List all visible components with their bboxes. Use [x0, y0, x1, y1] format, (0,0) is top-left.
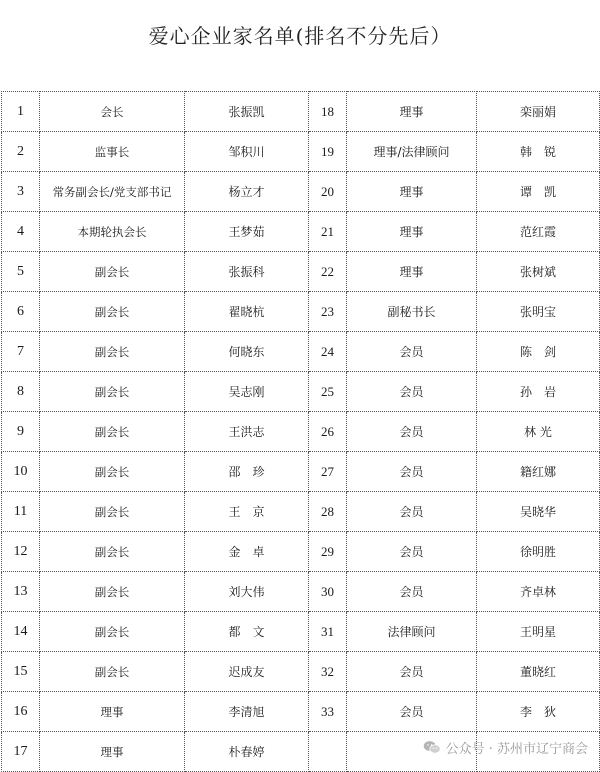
left-position-cell: 副会长 [40, 492, 185, 532]
right-number-cell: 31 [309, 612, 347, 652]
page-title: 爱心企业家名单(排名不分先后） [148, 24, 452, 48]
right-number-cell: 28 [309, 492, 347, 532]
left-name-cell: 都 文 [185, 612, 309, 652]
table-row [2, 572, 600, 612]
left-position-cell: 副会长 [40, 332, 185, 372]
right-number-cell: 19 [309, 132, 347, 172]
right-name-cell: 吴晓华 [477, 492, 600, 532]
right-position-cell: 副秘书长 [347, 292, 477, 332]
right-position-cell: 理事 [347, 172, 477, 212]
right-number-cell: 33 [309, 692, 347, 732]
left-name-cell: 王 京 [185, 492, 309, 532]
table-row [2, 212, 600, 252]
right-number-cell: 20 [309, 172, 347, 212]
table-row [2, 252, 600, 292]
left-number-cell: 5 [2, 252, 40, 292]
right-number-cell: 30 [309, 572, 347, 612]
left-name-cell: 邹积川 [185, 132, 309, 172]
table-row [2, 292, 600, 332]
right-name-cell: 李 狄 [477, 692, 600, 732]
left-position-cell: 常务副会长/党支部书记 [40, 172, 185, 212]
left-name-cell: 王洪志 [185, 412, 309, 452]
left-number-cell: 7 [2, 332, 40, 372]
table-row [2, 132, 600, 172]
right-position-cell: 理事 [347, 212, 477, 252]
right-name-cell: 籍红娜 [477, 452, 600, 492]
left-name-cell: 王梦茹 [185, 212, 309, 252]
right-number-cell: 25 [309, 372, 347, 412]
left-position-cell: 监事长 [40, 132, 185, 172]
table-row [2, 612, 600, 652]
right-name-cell: 陈 剑 [477, 332, 600, 372]
left-name-cell: 吴志刚 [185, 372, 309, 412]
right-name-cell: 齐卓林 [477, 572, 600, 612]
right-name-cell: 谭 凯 [477, 172, 600, 212]
table-row [2, 332, 600, 372]
left-name-cell: 李清旭 [185, 692, 309, 732]
left-name-cell: 刘大伟 [185, 572, 309, 612]
right-position-cell: 理事 [347, 92, 477, 132]
right-name-cell: 林 光 [477, 412, 600, 452]
left-position-cell: 会长 [40, 92, 185, 132]
right-number-cell: 23 [309, 292, 347, 332]
left-name-cell: 张振科 [185, 252, 309, 292]
left-name-cell: 杨立才 [185, 172, 309, 212]
table-row [2, 372, 600, 412]
right-position-cell: 会员 [347, 572, 477, 612]
left-number-cell: 14 [2, 612, 40, 652]
right-position-cell: 会员 [347, 452, 477, 492]
right-name-cell: 范红霞 [477, 212, 600, 252]
watermark-text: 公众号 · 苏州市辽宁商会 [445, 742, 588, 757]
right-name-cell: 张明宝 [477, 292, 600, 332]
left-position-cell: 副会长 [40, 292, 185, 332]
left-number-cell: 8 [2, 372, 40, 412]
right-number-cell: 18 [309, 92, 347, 132]
right-position-cell: 法律顾问 [347, 612, 477, 652]
member-table-body [2, 92, 600, 772]
left-number-cell: 1 [2, 92, 40, 132]
right-number-cell: 24 [309, 332, 347, 372]
right-position-cell: 会员 [347, 492, 477, 532]
left-position-cell: 副会长 [40, 652, 185, 692]
table-row [2, 652, 600, 692]
left-position-cell: 本期轮执会长 [40, 212, 185, 252]
left-number-cell: 3 [2, 172, 40, 212]
left-number-cell: 15 [2, 652, 40, 692]
table-row [2, 452, 600, 492]
left-number-cell: 17 [2, 732, 40, 772]
left-number-cell: 12 [2, 532, 40, 572]
left-number-cell: 16 [2, 692, 40, 732]
right-position-cell: 理事 [347, 252, 477, 292]
left-number-cell: 11 [2, 492, 40, 532]
table-row [2, 692, 600, 732]
right-name-cell: 徐明胜 [477, 532, 600, 572]
left-number-cell: 6 [2, 292, 40, 332]
left-name-cell: 朴春婷 [185, 732, 309, 772]
wechat-icon [423, 740, 441, 755]
left-name-cell: 何晓东 [185, 332, 309, 372]
right-number-cell: 26 [309, 412, 347, 452]
table-row [2, 492, 600, 532]
left-name-cell: 张振凯 [185, 92, 309, 132]
right-number-cell [309, 732, 347, 772]
left-position-cell: 副会长 [40, 452, 185, 492]
table-row [2, 172, 600, 212]
left-name-cell: 迟成友 [185, 652, 309, 692]
left-number-cell: 10 [2, 452, 40, 492]
right-number-cell: 21 [309, 212, 347, 252]
left-position-cell: 理事 [40, 732, 185, 772]
table-row [2, 412, 600, 452]
left-number-cell: 9 [2, 412, 40, 452]
right-position-cell: 会员 [347, 332, 477, 372]
right-position-cell: 会员 [347, 532, 477, 572]
left-position-cell: 副会长 [40, 412, 185, 452]
right-position-cell: 会员 [347, 372, 477, 412]
left-name-cell: 邵 珍 [185, 452, 309, 492]
table-row [2, 92, 600, 132]
right-name-cell: 王明星 [477, 612, 600, 652]
right-position-cell: 会员 [347, 692, 477, 732]
right-name-cell: 栾丽娟 [477, 92, 600, 132]
left-position-cell: 副会长 [40, 372, 185, 412]
watermark [423, 738, 588, 757]
right-name-cell: 韩 锐 [477, 132, 600, 172]
right-name-cell: 董晓红 [477, 652, 600, 692]
right-number-cell: 22 [309, 252, 347, 292]
right-position-cell: 会员 [347, 412, 477, 452]
left-position-cell: 副会长 [40, 612, 185, 652]
table-row [2, 532, 600, 572]
right-position-cell: 会员 [347, 652, 477, 692]
right-name-cell: 张树斌 [477, 252, 600, 292]
right-name-cell: 孙 岩 [477, 372, 600, 412]
right-number-cell: 29 [309, 532, 347, 572]
member-table [1, 91, 600, 772]
left-number-cell: 2 [2, 132, 40, 172]
left-position-cell: 副会长 [40, 252, 185, 292]
left-position-cell: 副会长 [40, 532, 185, 572]
right-position-cell: 理事/法律顾问 [347, 132, 477, 172]
left-position-cell: 副会长 [40, 572, 185, 612]
right-number-cell: 32 [309, 652, 347, 692]
right-number-cell: 27 [309, 452, 347, 492]
left-name-cell: 金 卓 [185, 532, 309, 572]
left-number-cell: 4 [2, 212, 40, 252]
left-position-cell: 理事 [40, 692, 185, 732]
left-number-cell: 13 [2, 572, 40, 612]
left-name-cell: 翟晓杭 [185, 292, 309, 332]
